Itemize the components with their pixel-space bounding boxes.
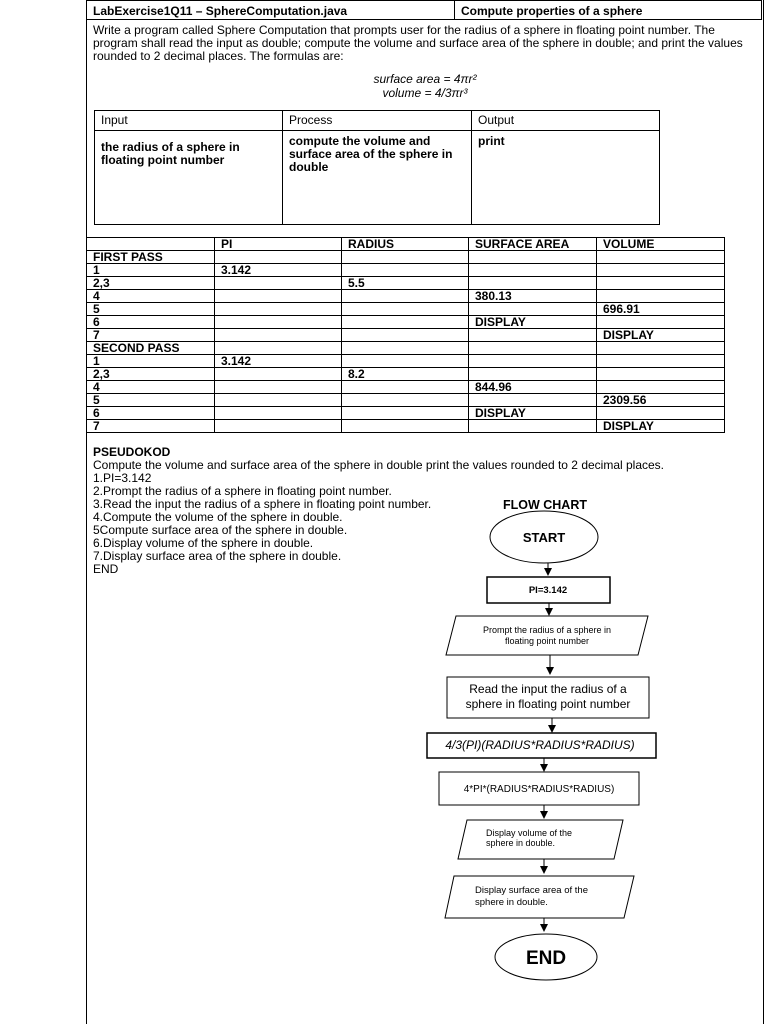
pseudocode-line: 4.Compute the volume of the sphere in double. xyxy=(93,510,343,524)
trace-cell: 1 xyxy=(87,355,215,368)
flowchart-title: FLOW CHART xyxy=(502,498,587,512)
trace-cell: 4 xyxy=(87,290,215,303)
ipo-process-cell: compute the volume and surface area of the sphere in double xyxy=(283,131,472,225)
pseudocode-line: 2.Prompt the radius of a sphere in floating point number. xyxy=(93,484,392,498)
trace-cell: 696.91 xyxy=(597,303,725,316)
trace-cell: 1 xyxy=(87,264,215,277)
display-volume-label-line1: Display volume of the xyxy=(486,828,573,838)
display-surface-label-line2: sphere in double. xyxy=(475,897,548,908)
trace-cell: 8.2 xyxy=(342,368,469,381)
trace-cell: FIRST PASS xyxy=(87,251,215,264)
trace-header-cell: SURFACE AREA xyxy=(469,238,597,251)
surface-formula: surface area = 4πr² xyxy=(373,72,477,86)
trace-cell: 2309.56 xyxy=(597,394,725,407)
trace-cell: DISPLAY xyxy=(597,420,725,433)
pi-label: PI=3.142 xyxy=(528,585,568,596)
pseudocode-line: 3.Read the input the radius of a sphere in floating point number. xyxy=(93,497,432,511)
pseudocode-line: 1.PI=3.142 xyxy=(93,471,152,485)
display-surface-label-line1: Display surface area of the xyxy=(475,885,589,896)
trace-cell: SECOND PASS xyxy=(87,342,215,355)
exercise-subtitle: Compute properties of a sphere xyxy=(461,4,643,18)
exercise-title: LabExercise1Q11 – SphereComputation.java xyxy=(87,1,455,19)
pseudocode-line: Compute the volume and surface area of the sphere in double print the values rounded to 2 decimal places. xyxy=(93,458,665,472)
trace-cell: 6 xyxy=(87,316,215,329)
trace-cell: 7 xyxy=(87,329,215,342)
pseudocode-line: 6.Display volume of the sphere in double. xyxy=(93,536,314,550)
trace-cell: DISPLAY xyxy=(469,407,597,420)
trace-cell: 4 xyxy=(87,381,215,394)
trace-header-cell: PI xyxy=(215,238,342,251)
trace-cell: 6 xyxy=(87,407,215,420)
prompt-label-line2: floating point number xyxy=(504,636,590,646)
trace-cell: 2,3 xyxy=(87,368,215,381)
trace-cell: 844.96 xyxy=(469,381,597,394)
trace-cell: DISPLAY xyxy=(469,316,597,329)
volume-formula: volume = 4/3πr³ xyxy=(382,86,468,100)
ipo-header-input: Input xyxy=(95,111,283,131)
trace-cell: 5.5 xyxy=(342,277,469,290)
ipo-output-cell: print xyxy=(472,131,660,225)
trace-cell: DISPLAY xyxy=(597,329,725,342)
start-label: START xyxy=(522,530,566,545)
trace-cell: 3.142 xyxy=(215,264,342,277)
pseudocode-title: PSEUDOKOD xyxy=(93,445,171,459)
surface-formula-label: 4*PI*(RADIUS*RADIUS*RADIUS) xyxy=(463,784,615,795)
trace-cell: 380.13 xyxy=(469,290,597,303)
ipo-input-cell: the radius of a sphere in floating point number xyxy=(95,131,283,225)
pseudocode-line: END xyxy=(93,562,119,576)
trace-cell: 5 xyxy=(87,303,215,316)
volume-formula-label: 4/3(PI)(RADIUS*RADIUS*RADIUS) xyxy=(445,738,635,752)
trace-header-cell: RADIUS xyxy=(342,238,469,251)
display-volume-label-line2: sphere in double. xyxy=(486,838,556,848)
prompt-label-line1: Prompt the radius of a sphere in xyxy=(482,625,612,635)
pseudocode-line: 5Compute surface area of the sphere in double. xyxy=(93,523,348,537)
trace-cell: 5 xyxy=(87,394,215,407)
end-label: END xyxy=(525,948,567,969)
ipo-header-process: Process xyxy=(283,111,472,131)
read-label-line1: Read the input the radius of a xyxy=(469,682,627,696)
problem-statement: Write a program called Sphere Computation that prompts user for the radius of a sphere in floating point number. The program shall read the input as double; compute the volume and surface area of the sphere in double; and print the values rounded to 2 decimal places. The formulas are: xyxy=(93,23,743,63)
trace-header-cell: VOLUME xyxy=(597,238,725,251)
read-label-line2: sphere in floating point number xyxy=(465,697,631,711)
pseudocode-line: 7.Display surface area of the sphere in double. xyxy=(93,549,342,563)
trace-cell: 3.142 xyxy=(215,355,342,368)
trace-cell: 7 xyxy=(87,420,215,433)
ipo-header-output: Output xyxy=(472,111,660,131)
trace-cell: 2,3 xyxy=(87,277,215,290)
